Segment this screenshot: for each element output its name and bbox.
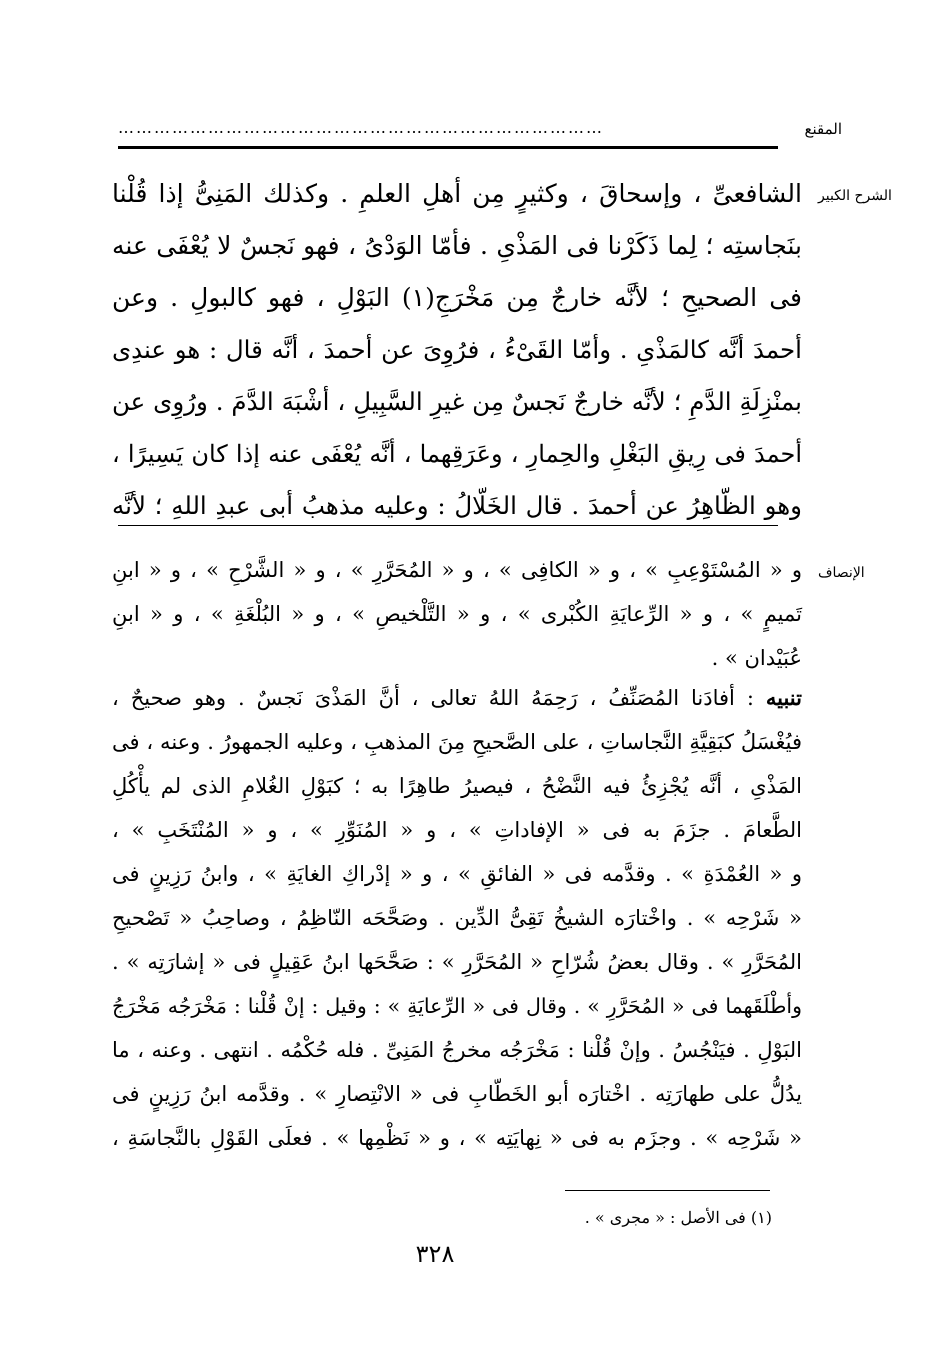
tanbih-line: المَذْىِ ، أنَّه يُجْزِئُ فيه النَّضْحُ ، فيصيرُ طاهِرًا به ؛ كبَوْلِ الغُلامِ الذى لم يأْكُلِ xyxy=(112,774,802,798)
tanbih-line: يدُلُّ على طهارَتِه . اخْتارَه أبو الخَطّابِ فى « الانْتِصارِ » . وقدَّمه ابنُ رَزِينٍ فى xyxy=(112,1082,802,1106)
sharh-line: بمنْزِلَةِ الدَّمِ ؛ لأنَّه خارجٌ نَجسٌ مِن غيرِ السَّبِيلِ ، أشْبَهَ الدَّمَ . ورُوِى عن xyxy=(112,387,802,416)
sharh-text xyxy=(112,168,802,532)
running-header-title: المقنع xyxy=(804,120,842,138)
sharh-line: الشافعىِّ ، وإسحاقَ ، وكثيرٍ مِن أهلِ العلمِ . وكذلك المَنِىُّ إذا قُلْنا xyxy=(112,179,802,208)
tanbih-line: و « العُمْدَةِ » . وقدَّمه فى « الفائقِ » ، و « إدْراكِ الغايَةِ » ، وابنُ رَزِينٍ فى xyxy=(112,862,802,886)
header-rule xyxy=(118,146,778,149)
tanbih-line: « شَرْحِه » . واخْتارَه الشيخُ تَقِىُّ الدِّين . وصَحَّحَه النّاظِمُ ، وصاحِبُ « تَصْحيحِ xyxy=(112,906,802,930)
tanbih-line: فيُغْسَلُ كبَقِيَّةِ النَّجاساتِ ، على الصَّحيحِ مِنَ المذهبِ ، وعليه الجمهورُ . وعنه ، فى xyxy=(112,730,802,754)
tanbih-line: وأطْلَقَهما فى « المُحَرَّرِ » . وقال فى « الرِّعايَةِ » : وقيل : إنْ قُلْنا : مَخْرَجُه مَخْرَجُ xyxy=(112,994,802,1018)
footnote-rule xyxy=(565,1190,770,1191)
margin-label-sharh: الشرح الكبير xyxy=(818,188,892,204)
section-separator xyxy=(118,525,778,526)
tanbih-paragraph xyxy=(112,676,802,1160)
tanbih-line: « شَرْحِه » . وجزَم به فى « نِهايَتِه » ، و « نَظْمِها » . فعلَى القَوْلِ بالنَّجاسَةِ ، xyxy=(112,1126,802,1150)
insaf-line: عُبَيْدان » . xyxy=(711,646,802,670)
insaf-line: و « المُسْتَوْعِبِ » ، و « الكافِى » ، و « المُحَرَّرِ » ، و « الشَّرْحِ » ، و « ابنِ xyxy=(112,558,802,582)
sharh-line: بنَجاستِه ؛ لِما ذَكَرْنا فى المَذْىِ . فأمّا الوَدْىُ ، فهو نَجسٌ لا يُعْفَى عنه xyxy=(112,231,802,260)
sharh-line: وهو الظّاهِرُ عن أحمدَ . قال الخَلّالُ : وعليه مذهبُ أبى عبدِ اللهِ ؛ لأنَّه xyxy=(112,491,802,520)
tanbih-line xyxy=(112,676,802,720)
sharh-line: أحمدَ فى رِيقِ البَغْلِ والحِمارِ ، وعَرَقِهما ، أنَّه يُعْفَى عنه إذا كان يَسِيرًا ، xyxy=(112,440,802,468)
sharh-line: فى الصحيحِ ؛ لأنَّه خارجٌ مِن مَخْرَجِ(١) البَوْلِ ، فهو كالبولِ . وعن xyxy=(112,283,802,312)
tanbih-line: البَوْلِ . فيَنْجُسُ . وإنْ قُلْنا : مَخْرَجُه مخرجُ المَنِىِّ . فله حُكْمُه . انتهى . وعنه ، ما xyxy=(112,1038,802,1062)
margin-label-insaf: الإنصاف xyxy=(818,565,865,581)
insaf-line: تَميمٍ » ، و « الرِّعايَةِ الكُبْرى » ، و « التَّلْخيصِ » ، و « البُلْغَةِ » ، و « ابنِ xyxy=(112,602,802,626)
page-number: ٣٢٨ xyxy=(415,1240,455,1268)
tanbih-lead-word: تنبيه xyxy=(765,685,802,710)
tanbih-first-line-text: : أفادَنا المُصَنِّفُ ، رَحِمَهُ اللهُ تعالى ، أنَّ المَذْىَ نَجسٌ . وهو صحيحٌ ، xyxy=(112,686,766,710)
header-dotted-leader: ……………………………………………………………………… xyxy=(118,118,604,137)
tanbih-line: الطَّعامَ . جزَمَ به فى « الإفاداتِ » ، و « المُنَوِّرِ » ، و « المُنْتَخَبِ » ، xyxy=(112,818,802,842)
insaf-text xyxy=(112,548,802,680)
sharh-line: أحمدَ أنَّه كالمَذْىِ . وأمّا القَىْءُ ، فرُوِىَ عن أحمدَ ، أنَّه قال : هو عندِى xyxy=(112,335,802,364)
footnote: (١) فى الأصل : « مجرى » . xyxy=(584,1208,772,1227)
tanbih-line: المُحَرَّرِ » . وقال بعضُ شُرّاحِ « المُحَرَّرِ » : صَحَّحَها ابنُ عَقِيلٍ فى « إشارَتِه » . xyxy=(112,950,802,974)
